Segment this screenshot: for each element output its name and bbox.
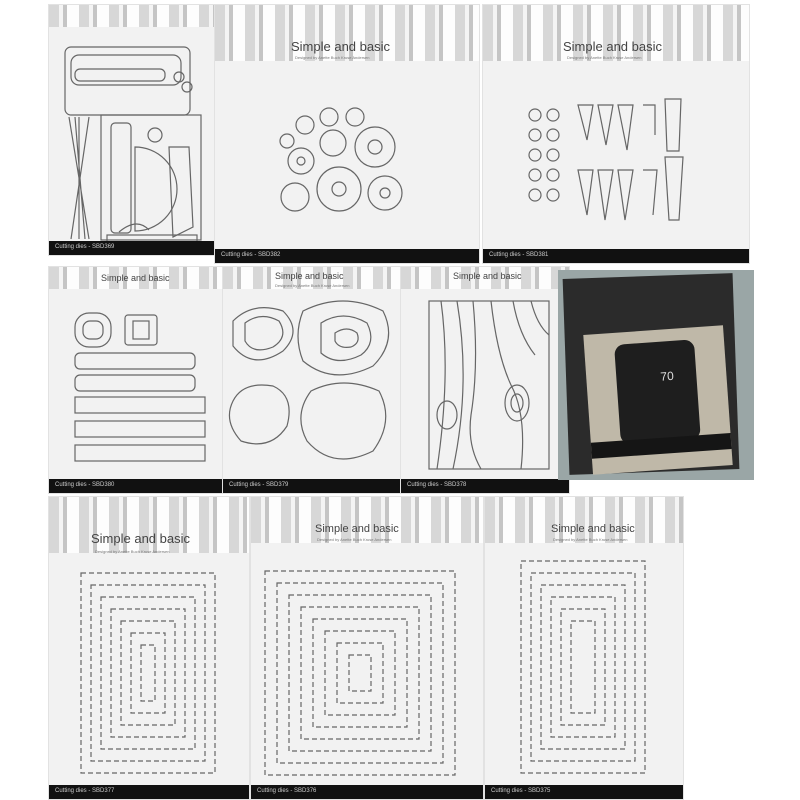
- card-footer: Cutting dies - SBD376: [251, 785, 483, 799]
- product-card-screws-die[interactable]: [482, 4, 750, 264]
- card-designer: Designed by Anette Buch Kruse Andersen: [553, 537, 628, 542]
- belt-strip: [591, 433, 732, 459]
- gears-die-art: [215, 65, 480, 245]
- product-card-frame1-die[interactable]: [48, 496, 250, 800]
- vest-number: 70: [659, 368, 675, 384]
- frame1-die-art: [49, 571, 250, 791]
- logs-die-art: [223, 291, 404, 481]
- product-card-frame3-die[interactable]: [484, 496, 684, 800]
- card-brand: Simple and basic: [453, 271, 522, 281]
- photo-card-front: [583, 325, 732, 474]
- card-footer: Cutting dies - SBD378: [401, 479, 569, 493]
- product-card-frame2-die[interactable]: [250, 496, 484, 800]
- screws-die-art: [483, 65, 750, 245]
- card-footer: Cutting dies - SBD375: [485, 785, 683, 799]
- product-card-belt-die[interactable]: [48, 266, 224, 494]
- card-brand: Simple and basic: [275, 271, 344, 281]
- card-stripes: [49, 5, 215, 27]
- card-brand: Simple and basic: [551, 523, 635, 535]
- card-designer: Designed by Anette Buch Kruse Andersen: [317, 537, 392, 542]
- woodgrain-die-art: [401, 295, 570, 485]
- sample-card-photo: [558, 270, 754, 480]
- card-footer: Cutting dies - SBD381: [483, 249, 749, 263]
- card-footer: Cutting dies - SBD382: [215, 249, 479, 263]
- product-card-box-die[interactable]: [48, 4, 216, 256]
- card-brand: Simple and basic: [91, 531, 190, 546]
- frame3-die-art: [485, 559, 684, 779]
- card-designer: Designed by Anette Buch Kruse Andersen: [95, 549, 170, 554]
- product-card-logs-die[interactable]: [222, 266, 404, 494]
- product-card-woodgrain-die[interactable]: [400, 266, 570, 494]
- belt-die-art: [49, 289, 224, 479]
- product-card-gears-die[interactable]: [214, 4, 480, 264]
- card-footer: Cutting dies - SBD369: [49, 241, 215, 255]
- card-designer: Designed by Anette Buch Kruse Andersen: [567, 55, 642, 60]
- card-brand: Simple and basic: [101, 273, 170, 283]
- card-footer: Cutting dies - SBD377: [49, 785, 249, 799]
- box-die-art: [49, 27, 216, 256]
- frame2-die-art: [251, 567, 484, 787]
- card-footer: Cutting dies - SBD380: [49, 479, 223, 493]
- card-brand: Simple and basic: [315, 523, 399, 535]
- card-footer: Cutting dies - SBD379: [223, 479, 403, 493]
- card-designer: Designed by Anette Buch Kruse Andersen: [275, 283, 350, 288]
- card-brand: Simple and basic: [291, 39, 390, 54]
- card-designer: Designed by Anette Buch Kruse Andersen: [295, 55, 370, 60]
- card-brand: Simple and basic: [563, 39, 662, 54]
- vest-shape: [614, 339, 701, 444]
